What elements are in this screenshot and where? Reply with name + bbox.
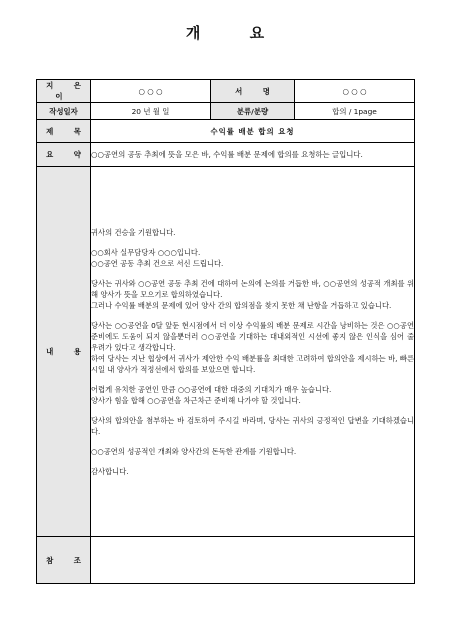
content-paragraph: ○○회사 실무담당자 ○○○입니다. <box>91 247 201 257</box>
date-row <box>37 103 415 120</box>
signature-label: 서 명 <box>211 80 295 103</box>
author-row <box>37 80 415 103</box>
reference-label: 참 조 <box>37 537 91 584</box>
content-paragraph: 그러나 수익률 배분의 문제에 있어 양사 간의 합의점을 찾지 못한 채 난항을 거듭하고 있습니다. <box>91 300 392 310</box>
content-body <box>91 167 415 537</box>
content-paragraph: 당사는 귀사와 ○○공연 공동 추최 건에 대하여 논의에 논의를 거듭한 바, ○○공연의 성공적 개최를 위해 양사가 뜻을 모으기로 합의하였습니다. <box>91 278 415 299</box>
signature-value: ○ ○ ○ <box>295 80 415 103</box>
author-value: ○ ○ ○ <box>91 80 211 103</box>
content-paragraph: ○○공연의 성공적인 개최와 양사간의 돈독한 관계를 기원합니다. <box>91 446 297 456</box>
content-paragraph: 당사는 ○○공연을 0달 앞둔 현시점에서 더 이상 수익률의 배분 문제로 시간을 낭비하는 것은 ○○공연 준비에도 도움이 되지 않을뿐더러 ○○공연을 기대하는 대내외적인 시선에 좋지 않은 인식을 심어 줄 우려가 있다고 생각합니다. <box>91 320 415 352</box>
content-paragraph: 감사합니다. <box>91 466 129 476</box>
content-paragraph: 당사의 합의안을 첨부하는 바 검토하여 주시길 바라며, 당사는 귀사의 긍정적인 답변을 기대하겠습니다. <box>91 415 415 436</box>
reference-row <box>37 537 415 584</box>
subject-label: 제 목 <box>37 120 91 143</box>
document-title: 개 요 <box>185 24 287 42</box>
summary-value: ○○공연의 공동 추최에 뜻을 모은 바, 수익률 배분 문제에 합의를 요청하는 글입니다. <box>91 143 415 167</box>
summary-row <box>37 143 415 167</box>
date-label: 작성일자 <box>37 103 91 120</box>
author-label: 지 은 이 <box>37 80 91 103</box>
date-value: 20 년 월 일 <box>91 103 211 120</box>
content-paragraph: 양사가 힘을 합해 ○○공연을 차근차근 준비해 나가야 할 것입니다. <box>91 395 301 405</box>
content-paragraph: ○○공연 공동 추최 건으로 서신 드립니다. <box>91 258 224 268</box>
content-paragraph: 하여 당사는 지난 협상에서 귀사가 제안한 수익 배분률을 최대한 고려하여 합의안을 제시하는 바, 빠른 시일 내 양사가 적정선에서 합의를 보았으면 합니다. <box>91 353 415 374</box>
subject-value: 수익률 배분 합의 요청 <box>91 120 415 143</box>
content-label: 내 용 <box>37 167 91 537</box>
content-paragraph: 어렵게 유치한 공연인 만큼 ○○공연에 대한 대중의 기대치가 매우 높습니다. <box>91 384 332 394</box>
category-value: 합의 / 1page <box>295 103 415 120</box>
summary-form-table <box>36 79 415 584</box>
content-paragraph: 귀사의 건승을 기원합니다. <box>91 227 176 237</box>
category-label: 분류/분량 <box>211 103 295 120</box>
content-row <box>37 167 415 537</box>
summary-label: 요 약 <box>37 143 91 167</box>
subject-row <box>37 120 415 143</box>
reference-value <box>91 537 415 584</box>
